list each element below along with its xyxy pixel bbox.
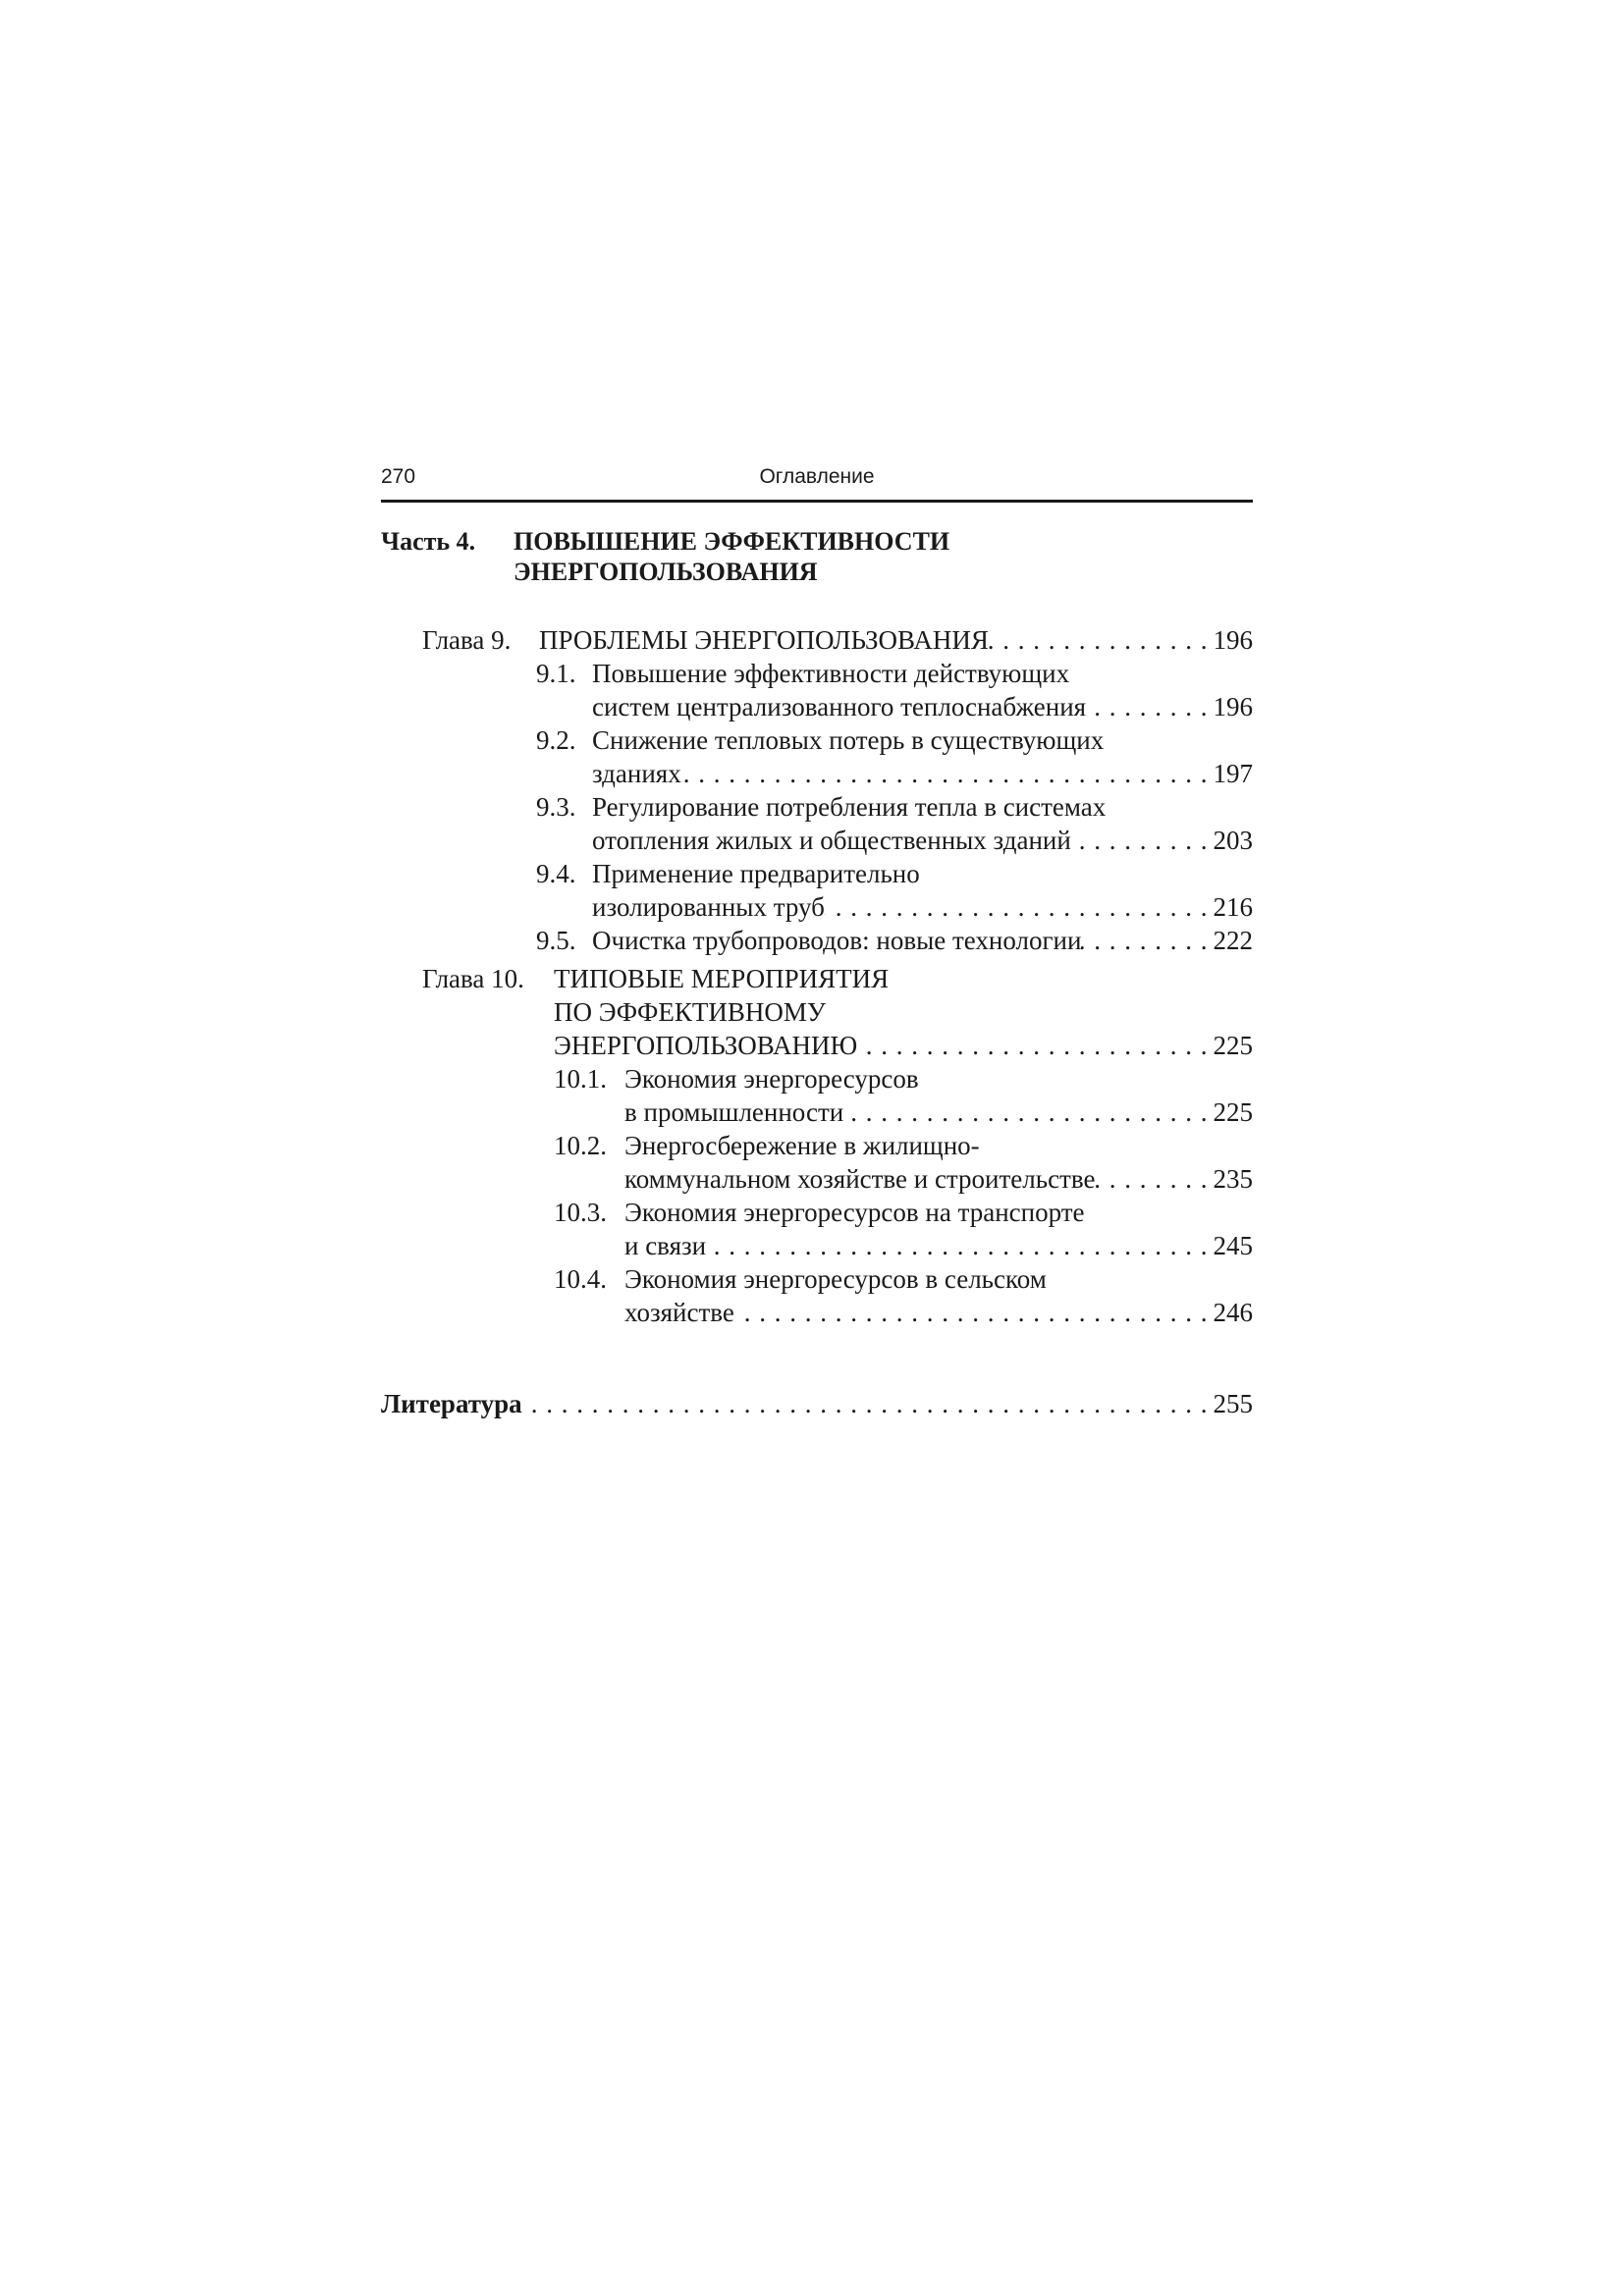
- toc-entry-line: [381, 1095, 1253, 1129]
- page-number: 270: [381, 465, 416, 488]
- entry-title: Экономия энергоресурсов в сельском: [624, 1264, 1047, 1294]
- entry-page-number: 197: [1213, 759, 1253, 788]
- toc-entry-line: [381, 757, 1253, 790]
- toc-entry-line: [381, 1296, 1253, 1329]
- dot-leader: [1081, 924, 1213, 957]
- toc-entry-line: [381, 1062, 1253, 1095]
- entry-title: Применение предварительно: [592, 859, 920, 888]
- toc-entry-line: [381, 1229, 1253, 1262]
- running-title: Оглавление: [759, 465, 875, 488]
- toc-entry-literature: [381, 1387, 1253, 1420]
- toc-entry-line: [381, 1262, 1253, 1296]
- entry-page-number: 235: [1213, 1164, 1253, 1194]
- entry-page-number: 222: [1213, 926, 1253, 955]
- entry-title: ПРОБЛЕМЫ ЭНЕРГОПОЛЬЗОВАНИЯ: [539, 625, 989, 655]
- entry-title: Экономия энергоресурсов на транспорте: [624, 1198, 1085, 1227]
- entry-title: изолированных труб: [592, 892, 825, 922]
- entry-page-number: 216: [1213, 892, 1253, 922]
- entry-number: 9.2.: [536, 725, 576, 755]
- running-header: [381, 465, 1253, 495]
- entry-title: коммунальном хозяйстве и строительстве: [624, 1164, 1096, 1194]
- entry-title: ТИПОВЫЕ МЕРОПРИЯТИЯ: [554, 964, 890, 993]
- dot-leader: [522, 1387, 1214, 1420]
- entry-number: 10.3.: [554, 1198, 607, 1227]
- entry-title: Регулирование потребления тепла в системах: [592, 792, 1107, 822]
- part-title-line-1: ПОВЫШЕНИЕ ЭФФЕКТИВНОСТИ: [514, 527, 950, 556]
- entry-page-number: 196: [1213, 625, 1253, 655]
- entry-number: 9.5.: [536, 926, 576, 955]
- dot-leader: [843, 1095, 1213, 1129]
- entry-number: 10.2.: [554, 1131, 607, 1160]
- toc-entry-line: [381, 790, 1253, 824]
- entry-title: Энергосбережение в жилищно-: [624, 1131, 980, 1160]
- entry-number: 9.4.: [536, 859, 576, 888]
- toc-entry-line: [381, 690, 1253, 723]
- entry-page-number: 246: [1213, 1298, 1253, 1327]
- entry-title: зданиях: [592, 759, 681, 788]
- dot-leader: [1095, 1162, 1213, 1196]
- toc-entry-line: [381, 857, 1253, 890]
- entry-number: Глава 9.: [422, 625, 512, 655]
- dot-leader: [706, 1229, 1213, 1262]
- entry-page-number: 225: [1213, 1097, 1253, 1127]
- entry-page-number: 245: [1213, 1231, 1253, 1260]
- entry-title: Очистка трубопроводов: новые технологии: [592, 926, 1082, 955]
- entry-title: ПО ЭФФЕКТИВНОМУ: [554, 997, 826, 1027]
- entry-title: Снижение тепловых потерь в существующих: [592, 725, 1105, 755]
- entry-number: 10.1.: [554, 1064, 607, 1094]
- entry-title: и связи: [624, 1231, 707, 1260]
- toc-entry-line: [381, 890, 1253, 924]
- entry-number: 9.3.: [536, 792, 576, 822]
- dot-leader: [734, 1296, 1214, 1329]
- entry-number: 10.4.: [554, 1264, 607, 1294]
- toc-entry-line: [381, 623, 1253, 657]
- part-title-line-2: ЭНЕРГОПОЛЬЗОВАНИЯ: [514, 558, 818, 586]
- entry-title: отопления жилых и общественных зданий: [592, 826, 1071, 855]
- toc-entry-line: [381, 1129, 1253, 1162]
- table-of-contents: [381, 623, 1253, 1420]
- part-label: Часть 4.: [381, 527, 476, 556]
- entry-number: Глава 10.: [422, 964, 524, 993]
- entry-title: в промышленности: [624, 1097, 844, 1127]
- entry-page-number: 203: [1213, 826, 1253, 855]
- entry-title: хозяйстве: [624, 1298, 734, 1327]
- toc-entry-line: [381, 723, 1253, 757]
- dot-leader: [1071, 824, 1214, 857]
- toc-entry-line: [381, 1029, 1253, 1062]
- toc-entry-line: [381, 995, 1253, 1029]
- dot-leader: [1086, 690, 1213, 723]
- entry-number: 9.1.: [536, 659, 576, 688]
- entry-title: Повышение эффективности действующих: [592, 659, 1070, 688]
- toc-entry-line: [381, 1196, 1253, 1229]
- dot-leader: [857, 1029, 1213, 1062]
- toc-entry-line: [381, 962, 1253, 995]
- entry-page-number: 255: [1213, 1389, 1253, 1418]
- entry-title: Экономия энергоресурсов: [624, 1064, 919, 1094]
- dot-leader: [681, 757, 1214, 790]
- dot-leader: [825, 890, 1214, 924]
- toc-entry-line: [381, 924, 1253, 957]
- entry-title: ЭНЕРГОПОЛЬЗОВАНИЮ: [554, 1031, 858, 1060]
- entry-title: Литература: [381, 1389, 522, 1418]
- toc-entry-line: [381, 824, 1253, 857]
- toc-entry-line: [381, 1162, 1253, 1196]
- header-rule: [381, 500, 1253, 503]
- dot-leader: [989, 623, 1214, 657]
- entry-page-number: 196: [1213, 692, 1253, 721]
- entry-title: систем централизованного теплоснабжения: [592, 692, 1087, 721]
- toc-entry-line: [381, 657, 1253, 690]
- entry-page-number: 225: [1213, 1031, 1253, 1060]
